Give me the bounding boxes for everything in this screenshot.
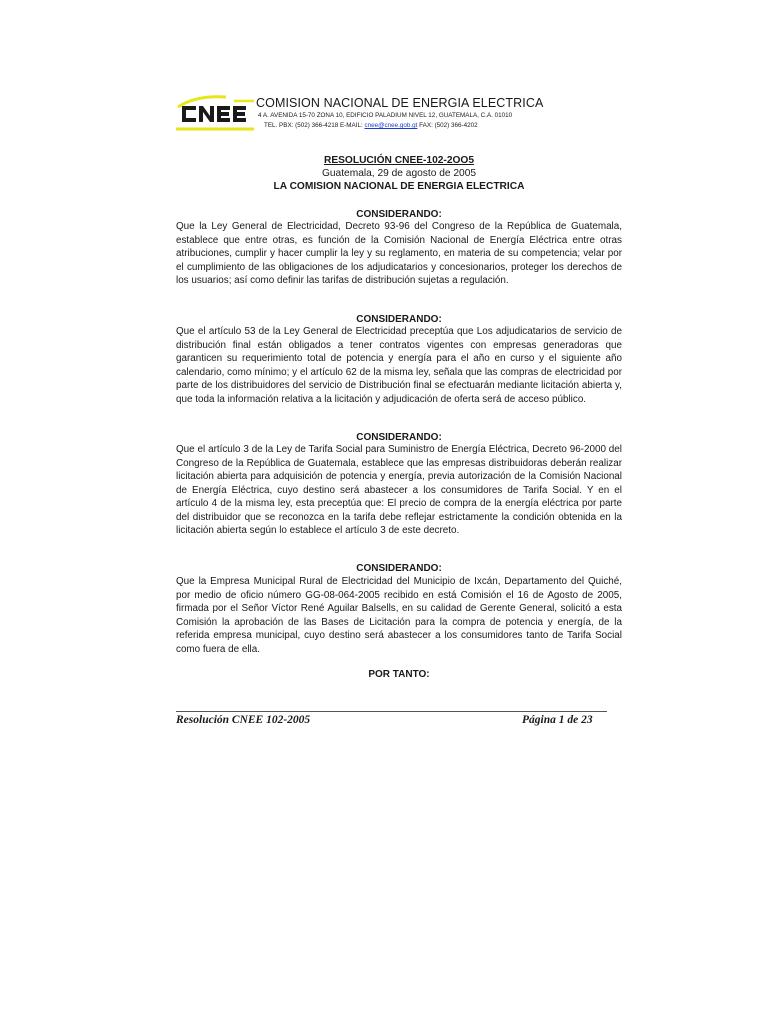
resolution-authority: LA COMISION NACIONAL DE ENERGIA ELECTRICA <box>273 181 525 192</box>
email-link[interactable]: cnee@cnee.gob.gt <box>364 122 418 129</box>
section-paragraph: Que la Empresa Municipal Rural de Electricidad del Municipio de Ixcán, Departamento del Quiché, por medio de oficio número GG-08-064-2005 recibido en está Comisión el 16 de Agosto de 2005, firmada por el Señor Víctor René Aguilar Balsells, en su calidad de Gerente General, solicitó a esta Comisión la aprobación de las Bases de Licitación para la compra de potencia y energía, de la referida empresa municipal, cuyo destino será abastecer a los consumidores tanto de Tarifa Social como fuera de ella. <box>176 576 622 655</box>
organization-name: COMISION NACIONAL DE ENERGIA ELECTRICA <box>256 96 544 110</box>
organization-contact <box>264 122 478 129</box>
section-paragraph: Que el artículo 3 de la Ley de Tarifa Social para Suministro de Energía Eléctrica, Decreto 96-2000 del Congreso de la República de Guatemala, establece que las empresas distribuidoras deberán realizar licitación abierta para adquisición de potencia y energía, previa autorización de la Comisión Nacional de Energía Eléctrica, cuyo destino será abastecer a los consumidores de Tarifa Social. Y en el artículo 4 de la misma ley, esta preceptúa que: El precio de compra de la energía eléctrica por parte del distribuidor que se reconozca en la tarifa debe reflejar estrictamente la condición obtenida en la licitación abierta según lo establece el artículo 3 de este decreto. <box>176 444 622 536</box>
closing-heading: POR TANTO: <box>368 669 430 680</box>
section-paragraph: Que la Ley General de Electricidad, Decreto 93-96 del Congreso de la República de Guatemala, establece que entre otras, es función de la Comisión Nacional de Energía Eléctrica entre otras atribuciones, cumplir y hacer cumplir la ley y su reglamento, en materia de su competencia; velar por el cumplimiento de las obligaciones de los adjudicatarios y concesionarios, proteger los derechos de los usuarios; así como definir las tarifas de distribución sujetas a regulación. <box>176 221 622 286</box>
footer-page-number: Página 1 de 23 <box>522 714 593 726</box>
section-heading: CONSIDERANDO: <box>356 314 442 325</box>
footer-document-id: Resolución CNEE 102-2005 <box>176 714 311 726</box>
resolution-date: Guatemala, 29 de agosto de 2005 <box>321 168 477 179</box>
resolution-title: RESOLUCIÓN CNEE-102-2OO5 <box>323 155 475 166</box>
section-paragraph: Que el artículo 53 de la Ley General de Electricidad preceptúa que Los adjudicatarios de servicio de distribución final están obligados a tener contratos vigentes con empresas generadoras que garanticen su requerimiento total de potencia y energía para el año en curso y el siguiente año calendario, como mínimo; y el artículo 62 de la misma ley, señala que las compras de electricidad por parte de los distribuidores del servicio de Distribución final se efectuarán mediante licitación abierta y, que toda la información relativa a la licitación y adjudicación de oferta será de acceso público. <box>176 326 622 405</box>
section-heading: CONSIDERANDO: <box>356 432 442 443</box>
contact-suffix: FAX: (502) 366-4202 <box>417 122 478 129</box>
section-heading: CONSIDERANDO: <box>356 563 442 574</box>
cnee-logo <box>176 93 256 133</box>
contact-prefix: TEL. PBX: (502) 366-4218 E-MAIL: <box>264 122 365 129</box>
footer-divider <box>176 711 607 712</box>
section-heading: CONSIDERANDO: <box>356 209 442 220</box>
organization-address: 4 A. AVENIDA 15-70 ZONA 10, EDIFICIO PALADIUM NIVEL 12, GUATEMALA, C.A. 01010 <box>258 112 513 119</box>
